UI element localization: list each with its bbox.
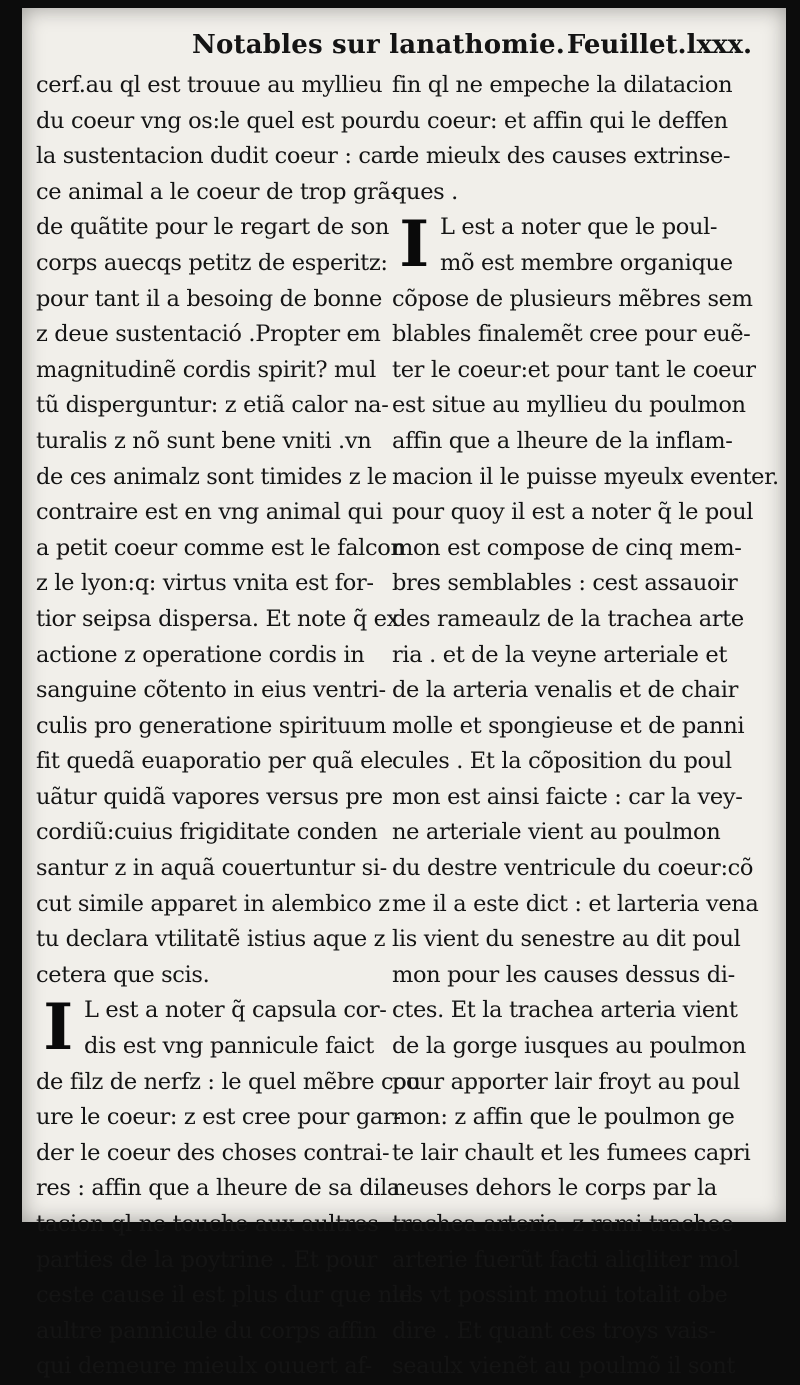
text-line: du destre ventricule du coeur:cõ [392, 855, 754, 882]
drop-initial-letter: I [43, 990, 73, 1066]
text-line: ure le coeur: z est cree pour gar- [36, 1104, 401, 1131]
text-line: pour apporter lair froyt au poul [392, 1068, 740, 1095]
running-head-title: Notables sur lanathomie. [192, 30, 566, 60]
text-line: sanguine cõtento in eius ventri- [36, 677, 386, 704]
text-line: ceste cause il est plus dur que nul [36, 1282, 413, 1309]
text-line: actione z operatione cordis in [36, 641, 365, 668]
text-line: du coeur: et affin qui le deffen [392, 107, 728, 134]
text-line: z deue sustentació .Propter em [36, 321, 381, 348]
text-line: arterie fuerũt facti aliqliter mol [392, 1246, 740, 1273]
text-line: seaulx vienẽt au poulmõ il sont [392, 1353, 736, 1380]
text-line: trachea arteria. z rami trachee [392, 1211, 734, 1237]
text-line: affin que a lheure de la inflam- [392, 427, 733, 454]
text-line: tũ disperguntur: z etiã calor na- [36, 392, 389, 419]
text-line: tacion ql ne touche aux aultres [36, 1211, 379, 1237]
text-line: dis est vng pannicule faict [84, 1033, 374, 1060]
text-line: culis pro generatione spirituum [36, 712, 387, 739]
text-line: ce animal a le coeur de trop grã- [36, 178, 398, 205]
text-line: mõ est membre organique [440, 249, 733, 276]
text-line: te lair chault et les fumees capri [392, 1139, 751, 1166]
right-column [392, 68, 779, 1385]
text-line: blables finalemẽt cree pour euẽ- [392, 321, 751, 348]
text-line: macion il le puisse myeulx eventer. [392, 463, 779, 490]
text-line: les vt possint motui totalit obe [392, 1282, 728, 1309]
text-line: der le coeur des choses contrai- [36, 1139, 390, 1166]
text-line: ria . et de la veyne arteriale et [392, 641, 728, 668]
text-line: fit quedã euaporatio per quã ele [36, 748, 393, 775]
left-column [36, 68, 421, 1385]
text-line: des rameaulz de la trachea arte [392, 605, 744, 632]
running-head [192, 30, 752, 62]
text-line: aultre pannicule du corps affin [36, 1317, 378, 1344]
text-line: fin ql ne empeche la dilatacion [392, 72, 733, 98]
text-line: pour tant il a besoing de bonne [36, 285, 382, 312]
text-line: cerf.au ql est trouue au myllieu [36, 72, 383, 98]
text-line: ctes. Et la trachea arteria vient [392, 997, 738, 1024]
text-line: mon pour les causes dessus di- [392, 961, 735, 988]
text-line: mon est compose de cinq mem- [392, 534, 742, 561]
text-line: cõpose de plusieurs mẽbres sem [392, 285, 753, 312]
text-line: ter le coeur:et pour tant le coeur [392, 356, 756, 383]
text-line: de la gorge iusques au poulmon [392, 1033, 746, 1060]
text-line: cordiũ:cuius frigiditate conden [36, 819, 378, 846]
text-line: de ces animalz sont timides z le [36, 463, 387, 490]
text-line: z le lyon:q: virtus vnita est for- [36, 570, 374, 597]
text-line: mon: z affin que le poulmon ge [392, 1104, 735, 1131]
text-line: lis vient du senestre au dit poul [392, 926, 741, 953]
text-line: ne arteriale vient au poulmon [392, 819, 721, 846]
text-line: tior seipsa dispersa. Et note q̃ ex [36, 605, 399, 632]
text-line: cetera que scis. [36, 961, 210, 988]
text-line: molle et spongieuse et de panni [392, 712, 745, 739]
text-line: de mieulx des causes extrinse- [392, 143, 731, 170]
text-line: me il a este dict : et larteria vena [392, 890, 759, 917]
book-page [22, 8, 786, 1380]
text-line: la sustentacion dudit coeur : car [36, 143, 395, 170]
text-line: cut simile apparet in alembico z [36, 890, 390, 917]
text-line: uãtur quidã vapores versus pre [36, 783, 383, 810]
text-line: ques . [392, 178, 458, 205]
text-line: pour quoy il est a noter q̃ le poul [392, 499, 754, 526]
text-line: santur z in aquã couertuntur si- [36, 855, 387, 882]
text-line: magnitudinẽ cordis spirit? mul [36, 356, 377, 383]
text-line: L est a noter q̃ capsula cor- [84, 997, 387, 1024]
text-line: de quãtite pour le regart de son [36, 214, 390, 241]
text-line: a petit coeur comme est le falcon [36, 534, 405, 561]
folio-number: Feuillet.lxxx. [566, 30, 752, 60]
text-line: mon est ainsi faicte : car la vey- [392, 783, 743, 810]
drop-initial-letter: I [399, 207, 429, 283]
text-line: res : affin que a lheure de sa dila [36, 1175, 400, 1202]
text-line: parties de la poytrine . Et pour [36, 1246, 377, 1273]
text-line: du coeur vng os:le quel est pour [36, 107, 393, 134]
text-line: bres semblables : cest assauoir [392, 570, 738, 597]
text-line: contraire est en vng animal qui [36, 499, 383, 526]
text-line: est situe au myllieu du poulmon [392, 392, 746, 419]
text-line: cules . Et la cõposition du poul [392, 748, 732, 775]
text-line: L est a noter que le poul- [440, 214, 718, 241]
text-line: corps auecqs petitz de esperitz: [36, 249, 388, 276]
text-line: tu declara vtilitatẽ istius aque z [36, 926, 386, 953]
text-line: de filz de nerfz : le quel mẽbre cou [36, 1068, 421, 1095]
text-line: de la arteria venalis et de chair [392, 677, 738, 704]
text-line: dire . Et quant ces troys vais- [392, 1317, 716, 1344]
text-line: turalis z nõ sunt bene vniti .vn [36, 427, 372, 454]
text-line: qui demeure mieulx ouuert af- [36, 1353, 372, 1380]
text-line: neuses dehors le corps par la [392, 1175, 717, 1202]
